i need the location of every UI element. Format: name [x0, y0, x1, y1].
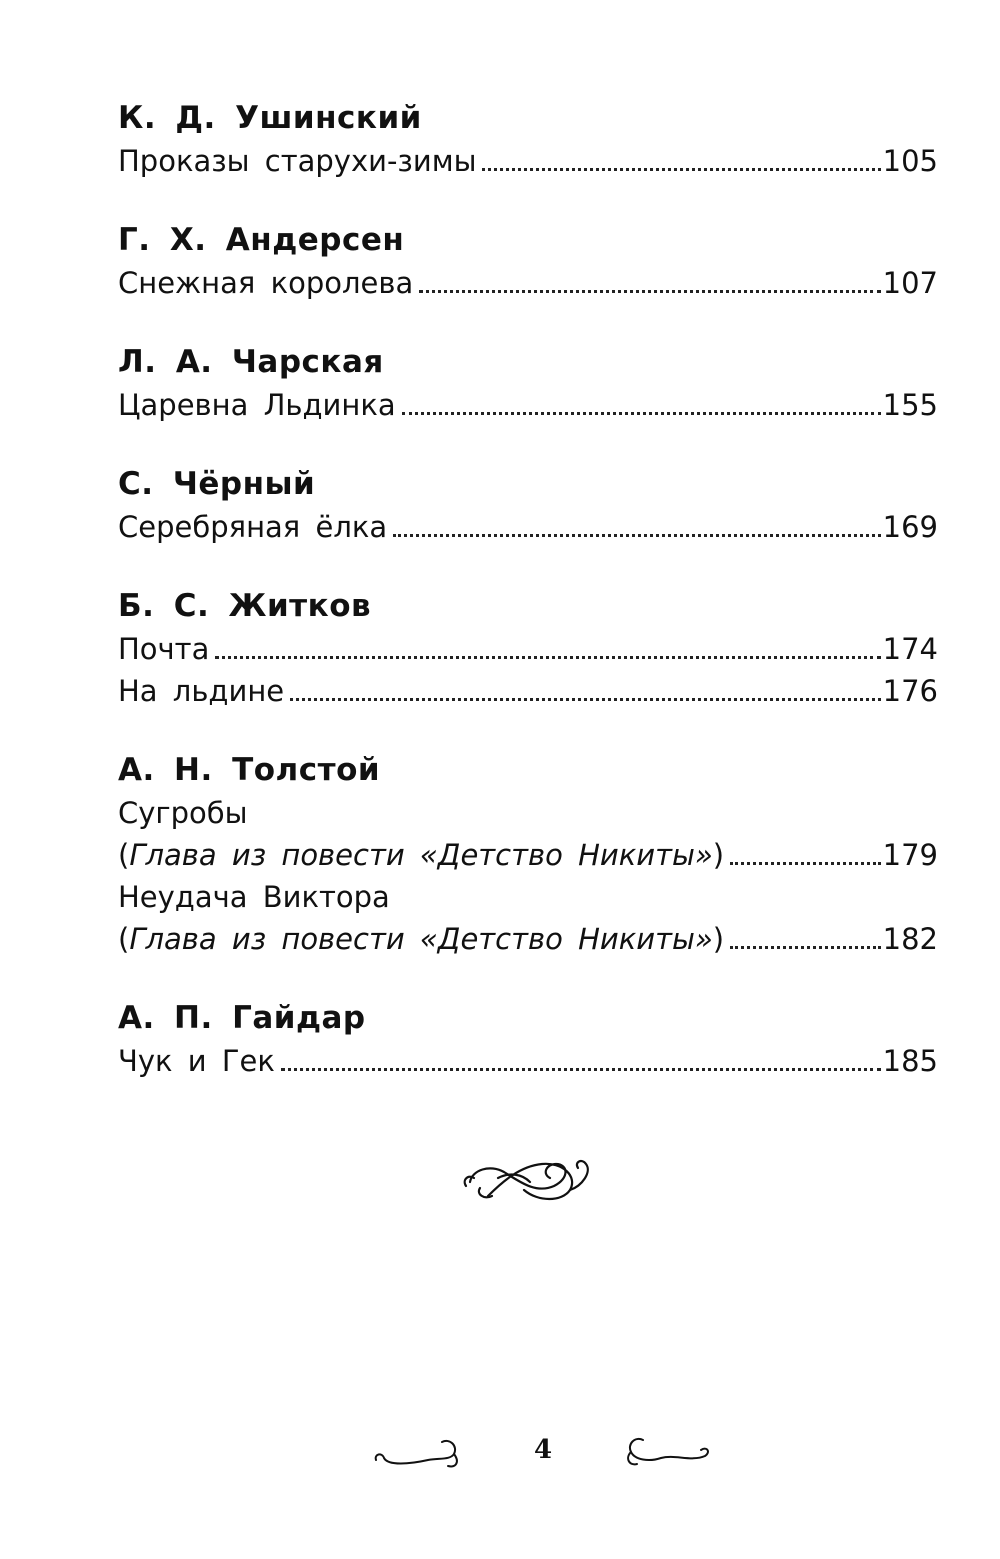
entry-title: Почта	[118, 632, 210, 666]
toc-entry[interactable]	[118, 506, 938, 548]
table-of-contents	[118, 96, 938, 1118]
dot-leader	[730, 946, 881, 949]
entry-title: Серебряная ёлка	[118, 510, 388, 544]
entry-page: 169	[882, 510, 938, 544]
entry-subtitle	[118, 918, 724, 960]
dot-leader	[730, 862, 881, 865]
author-name: К. Д. Ушинский	[118, 100, 422, 136]
author-name: Г. Х. Андерсен	[118, 222, 405, 258]
entry-page: 155	[882, 388, 938, 422]
swirl-left-icon	[370, 1430, 470, 1470]
entry-title: Проказы старухи-зимы	[118, 144, 477, 178]
dot-leader	[419, 290, 880, 293]
subtitle-close-paren: )	[712, 838, 725, 872]
toc-section-ushinsky	[118, 96, 938, 182]
subtitle-text: Глава из повести «Детство Никиты»	[129, 838, 713, 872]
entry-title: Снежная королева	[118, 266, 414, 300]
toc-entry[interactable]	[118, 918, 938, 960]
toc-entry[interactable]	[118, 1040, 938, 1082]
entry-page: 105	[882, 144, 938, 178]
dot-leader	[215, 656, 880, 659]
entry-title[interactable]: Сугробы	[118, 796, 248, 830]
entry-title: Чук и Гек	[118, 1044, 275, 1078]
swirl-right-icon	[615, 1428, 715, 1468]
dot-leader	[402, 412, 881, 415]
toc-section-charskaya	[118, 340, 938, 426]
toc-section-tolstoy	[118, 748, 938, 960]
entry-title[interactable]: Неудача Виктора	[118, 880, 390, 914]
author-name: А. П. Гайдар	[118, 1000, 366, 1036]
dot-leader	[290, 698, 881, 701]
entry-page: 185	[882, 1044, 938, 1078]
entry-page: 107	[882, 266, 938, 300]
author-name: А. Н. Толстой	[118, 752, 381, 788]
entry-subtitle	[118, 834, 724, 876]
entry-page: 182	[882, 922, 938, 956]
entry-page: 179	[882, 838, 938, 872]
dot-leader	[281, 1068, 881, 1071]
flourish-ornament-icon	[458, 1142, 608, 1214]
author-name: С. Чёрный	[118, 466, 316, 502]
subtitle-close-paren: )	[712, 922, 725, 956]
subtitle-open-paren: (	[118, 838, 130, 872]
toc-section-zhitkov	[118, 584, 938, 712]
toc-entry[interactable]	[118, 834, 938, 876]
entry-title: На льдине	[118, 674, 285, 708]
toc-section-andersen	[118, 218, 938, 304]
subtitle-text: Глава из повести «Детство Никиты»	[129, 922, 713, 956]
entry-page: 176	[882, 674, 938, 708]
toc-entry[interactable]	[118, 628, 938, 670]
author-name: Л. А. Чарская	[118, 344, 384, 380]
entry-title: Царевна Льдинка	[118, 388, 396, 422]
page-number: 4	[533, 1435, 553, 1465]
entry-page: 174	[882, 632, 938, 666]
toc-section-cherny	[118, 462, 938, 548]
toc-entry[interactable]	[118, 384, 938, 426]
toc-entry[interactable]	[118, 262, 938, 304]
toc-entry[interactable]	[118, 140, 938, 182]
dot-leader	[393, 534, 881, 537]
toc-entry[interactable]	[118, 670, 938, 712]
subtitle-open-paren: (	[118, 922, 130, 956]
dot-leader	[482, 168, 880, 171]
toc-section-gaidar	[118, 996, 938, 1082]
page-footer	[0, 1420, 1000, 1490]
author-name: Б. С. Житков	[118, 588, 372, 624]
